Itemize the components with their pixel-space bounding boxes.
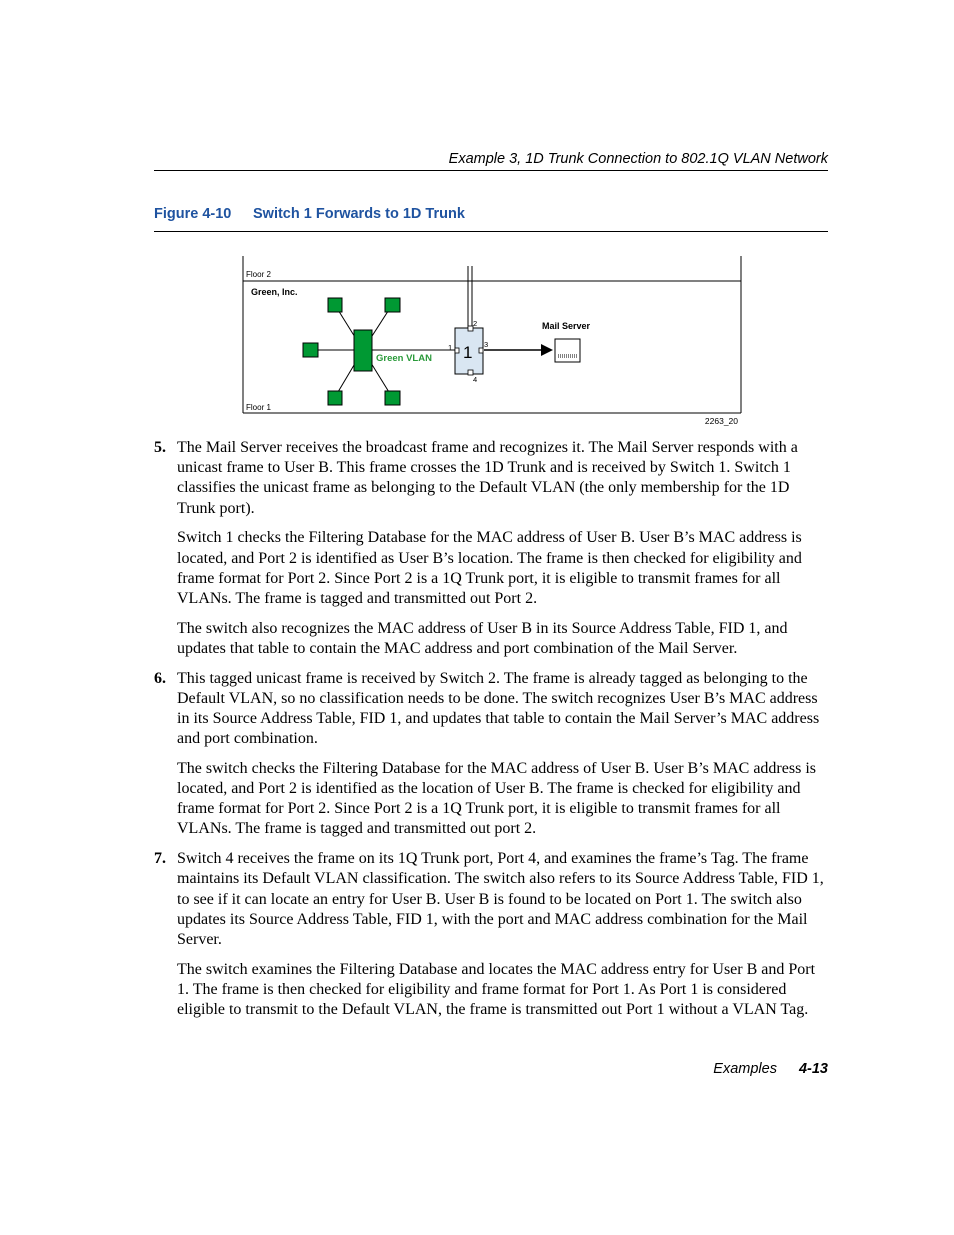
port-2-label: 2: [473, 319, 478, 328]
network-diagram: [240, 254, 750, 430]
step-paragraph: The switch checks the Filtering Database for the MAC address of User B. User B’s MAC address is located, and Port 2 is identified as the location of User B. The frame is checked for eligibility and frame format for Port 2. Since Port 2 is a 1Q Trunk port, it is eligible to transmit frames for all VLANs. The frame is tagged and transmitted out port 2.: [177, 759, 816, 838]
step-number: 6.: [154, 669, 166, 687]
mail-server-icon: [555, 339, 580, 362]
step-6: [154, 669, 824, 840]
running-title: Example 3, 1D Trunk Connection to 802.1Q VLAN Network: [448, 151, 828, 167]
step-paragraph: This tagged unicast frame is received by Switch 2. The frame is already tagged as belonging to the Default VLAN, so no classification needs to be done. The switch recognizes User B’s MAC address in its Source Address Table, FID 1, and updates that table to contain the Mail Server’s MAC address and port combination.: [177, 669, 820, 748]
end-station: [385, 298, 400, 312]
forward-arrow-head: [541, 344, 553, 356]
floor-2-label: Floor 2: [246, 270, 271, 279]
figure-caption: Switch 1 Forwards to 1D Trunk: [253, 206, 465, 222]
end-station: [328, 298, 342, 312]
port-1-label: 1: [448, 343, 453, 352]
running-header: [154, 150, 828, 171]
procedure-steps: [154, 438, 824, 1030]
figure-number: Figure 4-10: [154, 206, 232, 222]
end-station: [328, 391, 342, 405]
step-paragraph: The switch also recognizes the MAC address of User B in its Source Address Table, FID 1, and updates that table to contain the MAC address and port combination of the Mail Server.: [177, 619, 788, 657]
port-1-connector: [455, 348, 459, 353]
step-number: 7.: [154, 850, 166, 868]
figure-id: 2263_20: [704, 416, 738, 426]
port-3-label: 3: [484, 340, 489, 349]
port-4-label: 4: [473, 375, 478, 384]
floor-1-label: Floor 1: [246, 403, 271, 412]
step-paragraph: Switch 4 receives the frame on its 1Q Trunk port, Port 4, and examines the frame’s Tag. The frame maintains its Default VLAN classification. The switch also refers to its Source Address Table, FID 1, to see if it can locate an entry for User B. User B is found to be located on Port 1. The switch also updates its Source Address Table, FID 1, with the port and MAC address combination for the Mail Server.: [177, 850, 824, 948]
footer-section: Examples: [713, 1061, 777, 1077]
vlan-hub: [354, 330, 372, 371]
company-label: Green, Inc.: [251, 287, 298, 297]
step-paragraph: The Mail Server receives the broadcast frame and recognizes it. The Mail Server responds with a unicast frame to User B. This frame crosses the 1D Trunk and is received by Switch 1. Switch 1 classifies the unicast frame as belonging to the Default VLAN (the only membership for the 1D Trunk port).: [177, 439, 798, 517]
vlan-label: Green VLAN: [376, 353, 432, 364]
figure-title: [154, 205, 828, 232]
end-station: [303, 343, 318, 357]
switch-number: 1: [463, 343, 473, 362]
page-number: 4-13: [798, 1061, 828, 1077]
mail-server-label: Mail Server: [542, 321, 591, 331]
step-5: [154, 438, 824, 659]
step-7: [154, 849, 824, 1020]
step-paragraph: The switch examines the Filtering Database and locates the MAC address entry for User B and Port 1. The frame is then checked for eligibility and frame format for Port 1. As Port 1 is considered eligible to transmit to the Default VLAN, the frame is transmitted out Port 1 without a VLAN Tag.: [177, 960, 816, 1019]
end-station: [385, 391, 400, 405]
port-3-connector: [479, 348, 483, 353]
step-number: 5.: [154, 439, 166, 456]
page-footer: [600, 1061, 828, 1077]
step-paragraph: Switch 1 checks the Filtering Database for the MAC address of User B. User B’s MAC address is located, and Port 2 is identified as User B’s location. The frame is then checked for eligibility and frame format for Port 2. Since Port 2 is a 1Q Trunk port, it is eligible to transmit frames for all VLANs. The frame is tagged and transmitted out Port 2.: [177, 529, 802, 607]
